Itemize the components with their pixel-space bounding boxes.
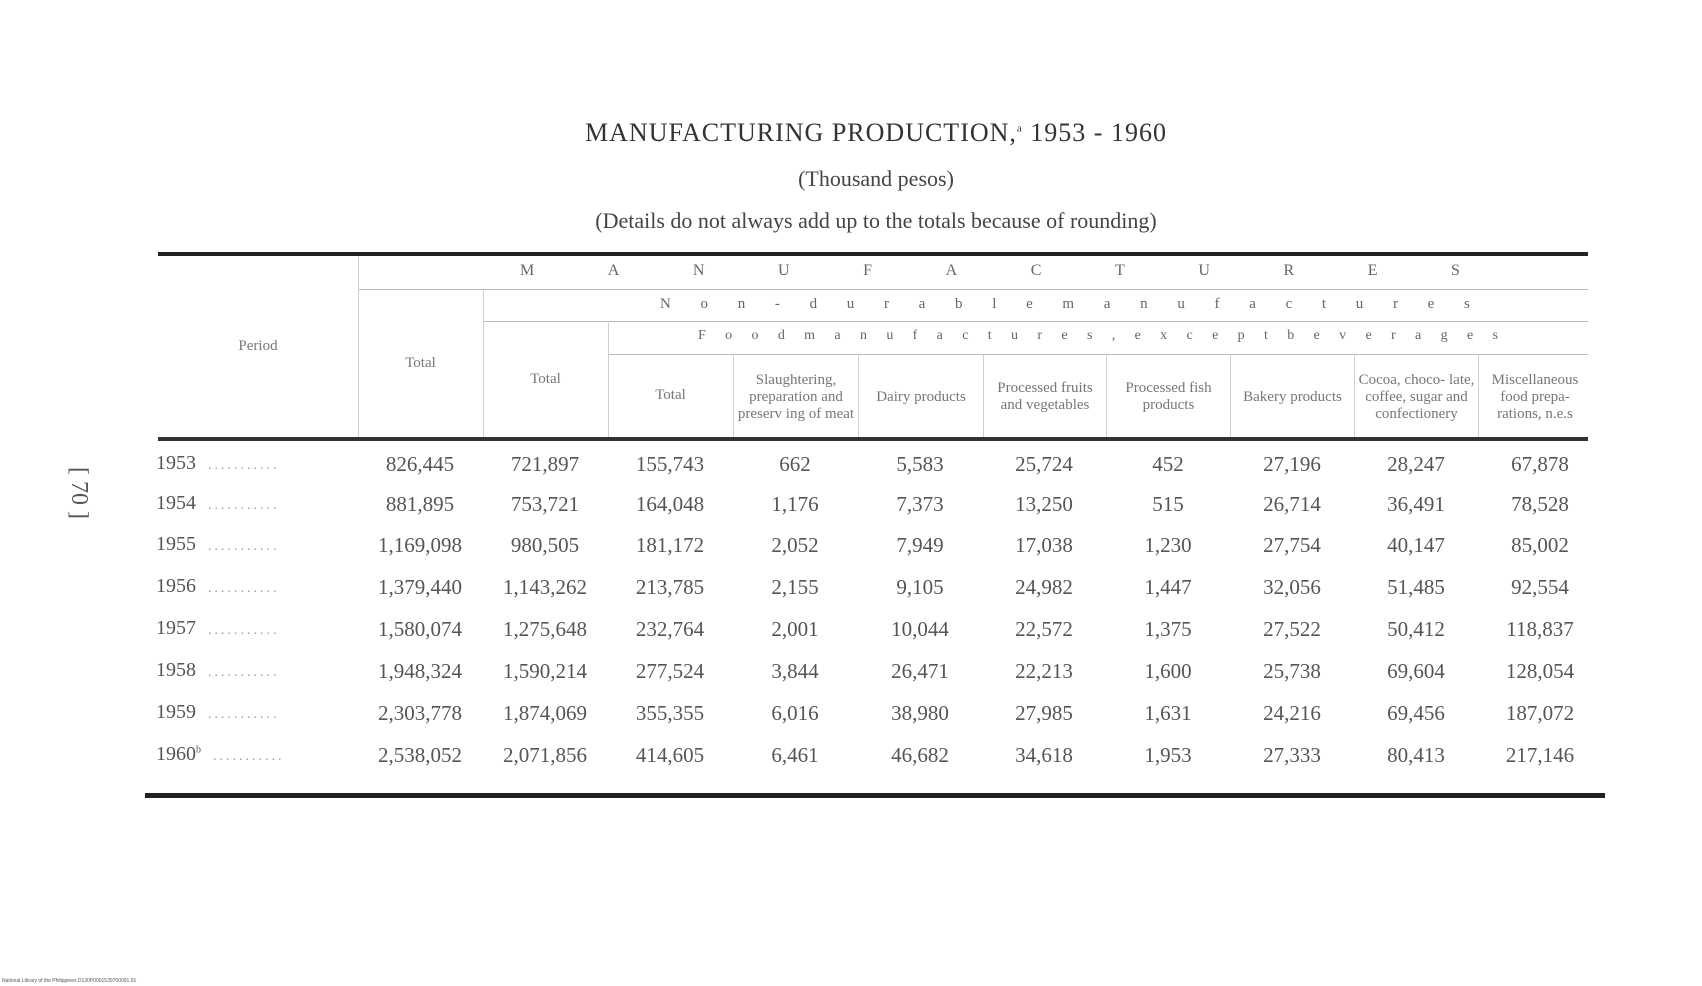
band-letter: a	[1103, 296, 1111, 312]
table-cell: 27,985	[1015, 701, 1073, 725]
band-letter: a	[918, 296, 926, 312]
table-cell: 17,038	[1015, 533, 1073, 557]
table-cell: 164,048	[635, 492, 705, 516]
band-letter: r	[1391, 328, 1396, 343]
header-divider	[358, 289, 1588, 290]
table-cell: 32,056	[1263, 575, 1321, 599]
header-column-divider	[1478, 354, 1479, 437]
band-letter: d	[809, 296, 818, 312]
table-cell: 80,413	[1387, 743, 1445, 767]
row-period	[156, 659, 280, 682]
period-year: 1954	[156, 492, 196, 514]
period-year: 1957	[156, 617, 196, 639]
source-footer: National Library of the Philippines D130P0001539700091.91	[2, 978, 137, 984]
band-letter: s	[1492, 328, 1498, 343]
table-top-rule	[158, 252, 1588, 256]
table-cell: 232,764	[635, 617, 705, 641]
header-dairy: Dairy products	[876, 388, 966, 405]
band-letter: A	[945, 262, 958, 279]
header-divider	[608, 354, 1588, 355]
band-letter: e	[1212, 328, 1219, 343]
table-cell: 1,230	[1144, 533, 1192, 557]
table-cell: 26,714	[1263, 492, 1321, 516]
table-cell: 26,471	[891, 659, 949, 683]
band-letter: a	[1415, 328, 1422, 343]
band-letter: C	[1030, 262, 1042, 279]
band-letter: x	[1160, 328, 1168, 343]
band-letter: s	[1086, 328, 1093, 343]
band-letter: a	[834, 328, 841, 343]
table-cell: 22,213	[1015, 659, 1073, 683]
period-year: 1955	[156, 533, 196, 555]
row-period	[156, 701, 280, 724]
table-cell: 78,528	[1511, 492, 1569, 516]
band-letter: T	[1115, 262, 1125, 279]
leader-dots: ...........	[208, 665, 280, 680]
table-cell: 7,949	[896, 533, 944, 557]
table-cell: 24,982	[1015, 575, 1073, 599]
band-letter: S	[1451, 262, 1460, 279]
band-letter: u	[1011, 328, 1019, 343]
band-letter: F	[698, 328, 706, 343]
header-nondurable-total: Total	[530, 370, 561, 387]
table-cell: 355,355	[635, 701, 705, 725]
table-cell: 50,412	[1387, 617, 1445, 641]
leader-dots: ...........	[208, 498, 280, 513]
table-cell: 22,572	[1015, 617, 1073, 641]
table-cell: 6,461	[771, 743, 819, 767]
table-cell: 662	[779, 452, 811, 476]
table-cell: 36,491	[1387, 492, 1445, 516]
row-period	[156, 617, 280, 640]
row-period	[156, 492, 280, 515]
table-cell: 881,895	[385, 492, 455, 516]
header-column-divider	[733, 354, 734, 437]
table-header-rule	[158, 437, 1588, 441]
band-letter: ,	[1111, 328, 1116, 343]
band-letter: p	[1237, 328, 1245, 343]
table-cell: 1,275,648	[503, 617, 587, 641]
table-cell: 187,072	[1505, 701, 1575, 725]
table-cell: 27,754	[1263, 533, 1321, 557]
period-footnote-marker: b	[196, 744, 201, 756]
leader-dots: ...........	[208, 707, 280, 722]
band-letter: u	[1177, 296, 1185, 312]
band-letter: F	[863, 262, 873, 279]
table-cell: 1,176	[771, 492, 819, 516]
table-cell: 67,878	[1511, 452, 1569, 476]
header-food-total: Total	[655, 387, 686, 403]
band-letter: b	[955, 296, 963, 312]
header-column-divider	[983, 354, 984, 437]
table-cell: 753,721	[510, 492, 580, 516]
band-letter: -	[774, 296, 780, 312]
band-letter: U	[778, 262, 790, 279]
band-letter: N	[692, 262, 705, 279]
table-cell: 1,948,324	[378, 659, 462, 683]
header-total: Total	[405, 354, 436, 371]
table-cell: 27,196	[1263, 452, 1321, 476]
row-period	[156, 533, 280, 556]
rounding-note: (Details do not always add up to the totals because of rounding)	[595, 208, 1157, 233]
header-column-divider	[1230, 354, 1231, 437]
row-period	[156, 743, 285, 766]
band-letter: t	[1263, 328, 1268, 343]
band-letter: c	[1186, 328, 1193, 343]
page-subtitle: (Thousand pesos)	[798, 166, 954, 191]
header-bakery: Bakery products	[1243, 388, 1342, 405]
period-year: 1958	[156, 659, 196, 681]
table-cell: 46,682	[891, 743, 949, 767]
band-letter: U	[1198, 262, 1210, 279]
table-cell: 2,052	[771, 533, 819, 557]
header-cocoa: Cocoa, choco- late, coffee, sugar and confectionery	[1358, 371, 1475, 422]
table-cell: 69,604	[1387, 659, 1445, 683]
table-cell: 277,524	[635, 659, 705, 683]
table-cell: 69,456	[1387, 701, 1445, 725]
table-cell: 27,333	[1263, 743, 1321, 767]
band-letter: e	[1026, 296, 1033, 312]
band-letter: u	[886, 328, 894, 343]
band-letter: R	[1283, 262, 1295, 279]
band-letter: r	[1392, 296, 1398, 312]
leader-dots: ...........	[208, 458, 280, 473]
table-cell: 85,002	[1511, 533, 1569, 557]
table-cell: 1,447	[1144, 575, 1192, 599]
title-years: 1953 - 1960	[1030, 118, 1167, 147]
band-letter: r	[883, 296, 889, 312]
band-letter: a	[1249, 296, 1256, 312]
leader-dots: ...........	[208, 623, 280, 638]
table-cell: 92,554	[1511, 575, 1569, 599]
band-letter: d	[777, 328, 785, 343]
table-cell: 826,445	[385, 452, 455, 476]
period-year: 1956	[156, 575, 196, 597]
band-letter: A	[607, 262, 620, 279]
table-cell: 2,538,052	[378, 743, 462, 767]
band-letter: n	[1140, 296, 1148, 312]
band-manufactures	[520, 262, 1460, 280]
band-letter: c	[962, 328, 969, 343]
table-cell: 34,618	[1015, 743, 1073, 767]
page-number: [ 70 ]	[66, 467, 92, 519]
band-letter: f	[912, 328, 918, 343]
table-cell: 515	[1152, 492, 1184, 516]
table-cell: 9,105	[896, 575, 944, 599]
band-letter: e	[1365, 328, 1372, 343]
band-letter: e	[1427, 296, 1435, 312]
table-cell: 24,216	[1263, 701, 1321, 725]
table-cell: 1,379,440	[378, 575, 462, 599]
table-cell: 452	[1152, 452, 1184, 476]
band-letter: N	[660, 296, 671, 312]
header-column-divider	[1354, 354, 1355, 437]
header-column-divider	[858, 354, 859, 437]
band-letter: v	[1339, 328, 1347, 343]
band-letter: m	[1062, 296, 1075, 312]
band-letter: t	[1321, 296, 1327, 312]
band-letter: g	[1440, 328, 1448, 343]
title-text: MANUFACTURING PRODUCTION,	[585, 118, 1017, 147]
table-cell: 1,600	[1144, 659, 1192, 683]
band-letter: u	[846, 296, 855, 312]
table-cell: 2,155	[771, 575, 819, 599]
table-cell: 128,054	[1505, 659, 1575, 683]
header-column-divider	[1106, 354, 1107, 437]
table-cell: 7,373	[896, 492, 944, 516]
table-bottom-rule	[145, 793, 1605, 798]
header-processed-fish: Processed fish products	[1125, 380, 1212, 413]
header-slaughtering: Slaughtering, preparation and preserv ing of meat	[737, 371, 855, 422]
table-cell: 1,590,214	[503, 659, 587, 683]
header-miscellaneous: Miscellaneous food prepa- rations, n.e.s	[1491, 371, 1579, 422]
table-cell: 1,169,098	[378, 533, 462, 557]
band-letter: e	[1313, 328, 1320, 343]
table-cell: 1,874,069	[503, 701, 587, 725]
period-year: 1953	[156, 452, 196, 474]
table-cell: 1,143,262	[503, 575, 587, 599]
row-period	[156, 575, 280, 598]
band-letter: n	[859, 328, 867, 343]
band-letter: s	[1464, 296, 1470, 312]
table-cell: 1,580,074	[378, 617, 462, 641]
band-letter: u	[1355, 296, 1364, 312]
leader-dots: ...........	[213, 749, 285, 764]
band-letter: t	[987, 328, 992, 343]
band-letter: f	[1214, 296, 1220, 312]
table-cell: 1,953	[1144, 743, 1192, 767]
band-nondurable	[660, 296, 1470, 313]
band-letter: e	[1061, 328, 1068, 343]
table-cell: 2,001	[771, 617, 819, 641]
header-processed-fruits: Processed fruits and vegetables	[997, 380, 1093, 413]
band-letter: n	[737, 296, 746, 312]
table-cell: 1,375	[1144, 617, 1192, 641]
period-year: 1960	[156, 743, 196, 765]
table-cell: 721,897	[510, 452, 580, 476]
table-cell: 27,522	[1263, 617, 1321, 641]
title-footnote-marker: a	[1016, 122, 1023, 135]
band-letter: o	[751, 328, 759, 343]
table-cell: 2,303,778	[378, 701, 462, 725]
header-period: Period	[238, 338, 278, 354]
table-cell: 3,844	[771, 659, 819, 683]
band-letter: b	[1287, 328, 1295, 343]
table-cell: 25,724	[1015, 452, 1073, 476]
band-letter: a	[936, 328, 943, 343]
table-cell: 181,172	[635, 533, 705, 557]
band-letter: r	[1037, 328, 1043, 343]
table-cell: 2,071,856	[503, 743, 587, 767]
band-letter: M	[520, 262, 535, 279]
period-year: 1959	[156, 701, 196, 723]
band-letter: E	[1367, 262, 1378, 279]
table-cell: 217,146	[1505, 743, 1575, 767]
row-period	[156, 452, 280, 475]
table-cell: 10,044	[891, 617, 949, 641]
table-cell: 155,743	[635, 452, 705, 476]
band-letter: e	[1134, 328, 1141, 343]
table-cell: 118,837	[1506, 617, 1574, 641]
page-title	[0, 118, 1702, 148]
band-food	[698, 328, 1498, 344]
band-letter: c	[1285, 296, 1293, 312]
table-cell: 414,605	[635, 743, 705, 767]
table-cell: 38,980	[891, 701, 949, 725]
table-cell: 213,785	[635, 575, 705, 599]
band-letter: o	[700, 296, 709, 312]
band-letter: m	[804, 328, 816, 343]
table-cell: 13,250	[1015, 492, 1073, 516]
leader-dots: ...........	[208, 581, 280, 596]
table-cell: 25,738	[1263, 659, 1321, 683]
table-cell: 1,631	[1144, 701, 1192, 725]
band-letter: o	[725, 328, 733, 343]
table-cell: 980,505	[510, 533, 580, 557]
table-cell: 40,147	[1387, 533, 1445, 557]
table-cell: 28,247	[1387, 452, 1445, 476]
header-divider	[483, 321, 1588, 322]
table-cell: 5,583	[896, 452, 944, 476]
leader-dots: ...........	[208, 539, 280, 554]
band-letter: l	[992, 296, 997, 312]
table-cell: 51,485	[1387, 575, 1445, 599]
band-letter: e	[1466, 328, 1474, 343]
table-cell: 6,016	[771, 701, 819, 725]
